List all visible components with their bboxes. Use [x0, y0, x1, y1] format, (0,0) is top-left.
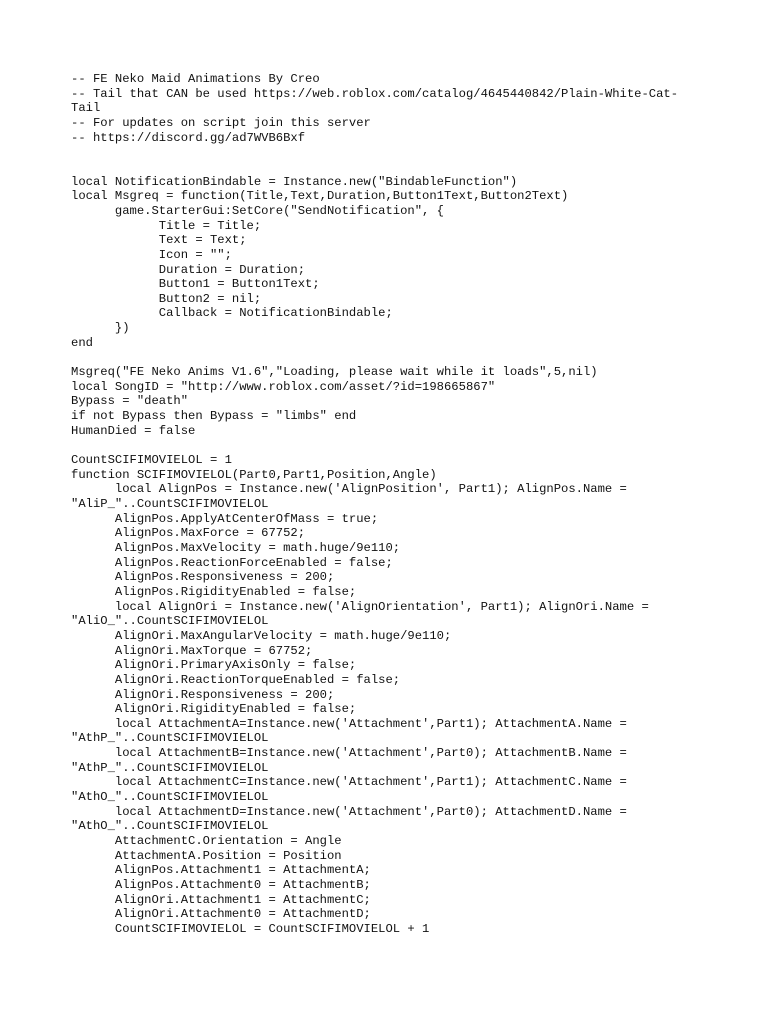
code-line: Tail	[71, 101, 101, 116]
code-line: local NotificationBindable = Instance.new("BindableFunction")	[71, 174, 518, 189]
code-line	[71, 160, 711, 175]
code-line: AlignPos.Responsiveness = 200;	[71, 570, 335, 585]
code-line: local AttachmentC=Instance.new('Attachment',Part1); AttachmentC.Name =	[71, 775, 627, 790]
code-line: Text = Text;	[71, 233, 247, 248]
code-line: AlignPos.MaxVelocity = math.huge/9e110;	[71, 540, 401, 555]
code-line: "AliO_"..CountSCIFIMOVIELOL	[71, 614, 269, 629]
code-line: Callback = NotificationBindable;	[71, 306, 393, 321]
code-line: AlignPos.ApplyAtCenterOfMass = true;	[71, 511, 379, 526]
code-line: -- FE Neko Maid Animations By Creo	[71, 72, 320, 86]
script-text	[71, 72, 711, 937]
code-line: Msgreq("FE Neko Anims V1.6","Loading, please wait while it loads",5,nil)	[71, 365, 598, 380]
code-line: AlignOri.ReactionTorqueEnabled = false;	[71, 672, 401, 687]
code-line: local AttachmentA=Instance.new('Attachment',Part1); AttachmentA.Name =	[71, 716, 627, 731]
code-line: "AliP_"..CountSCIFIMOVIELOL	[71, 496, 269, 511]
code-line: "AthP_"..CountSCIFIMOVIELOL	[71, 760, 269, 775]
code-line: Button1 = Button1Text;	[71, 277, 320, 292]
code-line: local AttachmentB=Instance.new('Attachment',Part0); AttachmentB.Name =	[71, 746, 627, 761]
code-line: local AttachmentD=Instance.new('Attachment',Part0); AttachmentD.Name =	[71, 804, 627, 819]
code-line: -- https://discord.gg/ad7WVB6Bxf	[71, 130, 306, 145]
code-line: function SCIFIMOVIELOL(Part0,Part1,Position,Angle)	[71, 467, 437, 482]
code-line: Title = Title;	[71, 218, 262, 233]
code-line: local SongID = "http://www.roblox.com/asset/?id=198665867"	[71, 379, 496, 394]
code-line: if not Bypass then Bypass = "limbs" end	[71, 409, 357, 424]
code-line: -- For updates on script join this server	[71, 115, 371, 130]
code-line: end	[71, 335, 93, 350]
code-line: -- Tail that CAN be used https://web.roblox.com/catalog/4645440842/Plain-White-Cat-	[71, 86, 679, 101]
code-line: "AthO_"..CountSCIFIMOVIELOL	[71, 790, 269, 805]
code-line: "AthP_"..CountSCIFIMOVIELOL	[71, 731, 269, 746]
code-line	[71, 350, 711, 365]
code-line: AlignOri.RigidityEnabled = false;	[71, 702, 357, 717]
code-line: AlignOri.PrimaryAxisOnly = false;	[71, 658, 357, 673]
code-line: AttachmentC.Orientation = Angle	[71, 834, 342, 849]
code-line: Icon = "";	[71, 247, 232, 262]
code-line: AlignOri.Attachment1 = AttachmentC;	[71, 892, 371, 907]
code-line: AttachmentA.Position = Position	[71, 848, 342, 863]
code-line: })	[71, 321, 130, 336]
code-line: AlignPos.Attachment1 = AttachmentA;	[71, 863, 371, 878]
code-line	[71, 438, 711, 453]
code-line: local AlignOri = Instance.new('AlignOrientation', Part1); AlignOri.Name =	[71, 599, 649, 614]
code-line: AlignOri.Responsiveness = 200;	[71, 687, 335, 702]
code-line: Duration = Duration;	[71, 262, 306, 277]
code-line: AlignPos.MaxForce = 67752;	[71, 526, 306, 541]
code-line: local AlignPos = Instance.new('AlignPosition', Part1); AlignPos.Name =	[71, 482, 627, 497]
code-line: AlignPos.ReactionForceEnabled = false;	[71, 555, 393, 570]
code-line: CountSCIFIMOVIELOL = 1	[71, 453, 232, 467]
code-line: AlignOri.MaxAngularVelocity = math.huge/9e110;	[71, 628, 452, 643]
code-line: Button2 = nil;	[71, 291, 262, 306]
code-line: CountSCIFIMOVIELOL = CountSCIFIMOVIELOL + 1	[71, 922, 430, 936]
code-line: AlignPos.Attachment0 = AttachmentB;	[71, 878, 371, 893]
code-line: local Msgreq = function(Title,Text,Duration,Button1Text,Button2Text)	[71, 189, 569, 204]
code-line: HumanDied = false	[71, 423, 196, 438]
code-line: AlignPos.RigidityEnabled = false;	[71, 584, 357, 599]
code-line	[71, 145, 711, 160]
code-line: game.StarterGui:SetCore("SendNotification", {	[71, 203, 444, 218]
code-line: "AthO_"..CountSCIFIMOVIELOL	[71, 819, 269, 834]
code-line: Bypass = "death"	[71, 394, 189, 409]
code-line: AlignOri.MaxTorque = 67752;	[71, 643, 313, 658]
code-line: AlignOri.Attachment0 = AttachmentD;	[71, 907, 371, 922]
